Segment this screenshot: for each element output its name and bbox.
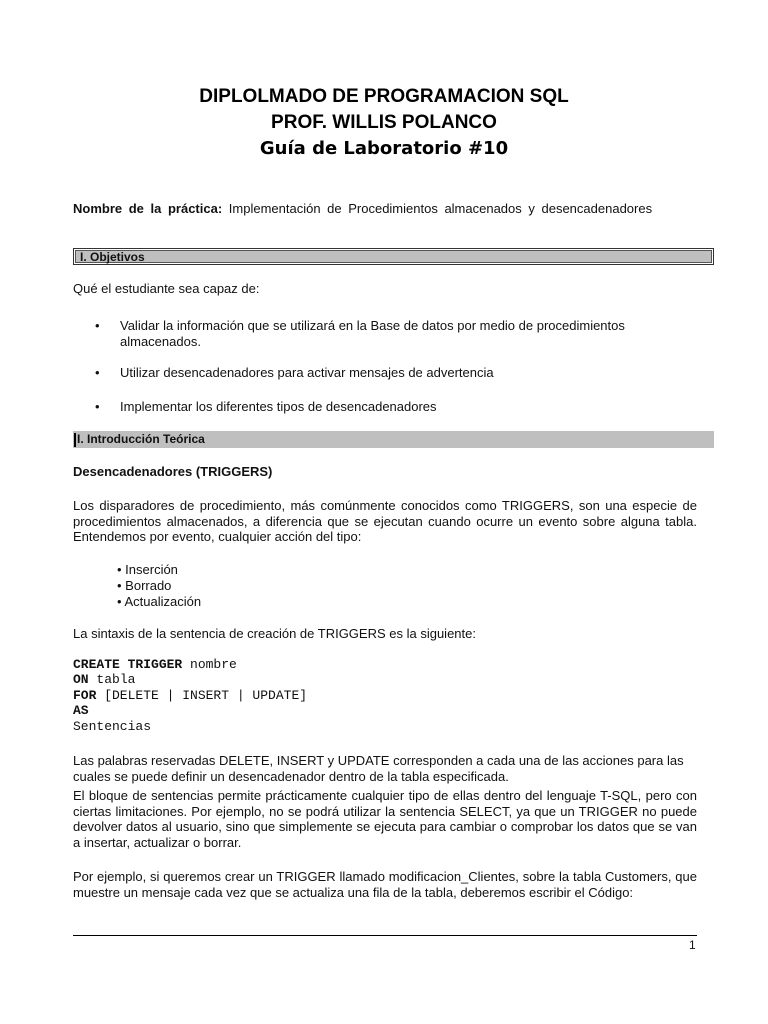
code-line: Sentencias [73,718,152,734]
triggers-paragraph-3: El bloque de sentencias permite prácticamente cualquier tipo de ellas dentro del lenguaje T-SQL, pero con ciertas limitaciones. Por ejemplo, no se podrá utilizar la sentencia SELECT, ya que un TRIGGER no puede devolver datos al usuario, sino que simplemente se ejecuta para cambiar o comprobar los datos que se van a insertar, actualizar o borrar. [73,788,697,850]
practice-value: Implementación de Procedimientos almacenados y desencadenadores [228,201,653,216]
practice-label: Nombre de la práctica: [73,201,223,216]
bullet-icon: • [95,365,100,380]
document-page: DIPLOLMADO DE PROGRAMACION SQL PROF. WILLIS POLANCO Guía de Laboratorio #10 Nombre de la práctica: Implementación de Procedimientos almacenados y desencadenadores I. Objetivos Qué el estudiante sea capaz de: • Validar la información que se utilizará en la Base de datos por medio de procedimientos almacenados. • Utilizar desencadenadores para activar mensajes de advertencia • Implementar los diferentes tipos de desencadenadores I. Introducción Teórica Desencadenadores (TRIGGERS) Los disparadores de procedimiento, más comúnmente conocidos como TRIGGERS, son una especie de procedimientos almacenados, a diferencia que se ejecutan cuando ocurre un evento sobre alguna tabla. Entendemos por evento, cualquier acción del tipo: • Inserción • Borrado • Actualización La sintaxis de la sentencia de creación de TRIGGERS es la siguiente: CREATE TRIGGER nombre ON tabla FOR [DELETE | INSERT | UPDATE] AS Sentencias Las palabras reservadas DELETE, INSERT y UPDATE corresponden a cada una de las acciones para las cuales se puede definir un desencadenador dentro de la tabla especificada. El bloque de sentencias permite prácticamente cualquier tipo de ellas dentro del lenguaje T-SQL, pero con ciertas limitaciones. Por ejemplo, no se podrá utilizar la sentencia SELECT, ya que un TRIGGER no puede devolver datos al usuario, sino que simplemente se ejecuta para cambiar o comprobar los datos que se van a insertar, actualizar o borrar. Por ejemplo, si queremos crear un TRIGGER llamado modificacion_Clientes, sobre la tabla Customers, que muestre un mensaje cada vez que se actualiza una fila de la tabla, deberemos escribir el Código: 1 [0,0,768,1024]
triggers-paragraph-4: Por ejemplo, si queremos crear un TRIGGER llamado modificacion_Clientes, sobre la tabla Customers, que muestre un mensaje cada vez que se actualiza una fila de la tabla, deberemos escribir el Código: [73,869,697,900]
course-title: DIPLOLMADO DE PROGRAMACION SQL [199,86,569,107]
lab-guide-title: Guía de Laboratorio #10 [259,138,509,159]
bullet-icon: • [95,399,100,414]
triggers-paragraph-2: Las palabras reservadas DELETE, INSERT y UPDATE corresponden a cada una de las acciones para las cuales se puede definir un desencadenador dentro de la tabla especificada. [73,753,684,784]
professor-name: PROF. WILLIS POLANCO [271,112,497,133]
bullet-icon: • [95,318,100,333]
code-block [73,657,307,734]
code-line: ON tabla [73,672,136,688]
list-item: • Borrado [117,578,172,593]
syntax-intro: La sintaxis de la sentencia de creación de TRIGGERS es la siguiente: [73,626,476,641]
code-line: AS [73,703,89,719]
section-intro-heading: I. Introducción Teórica [73,431,714,448]
triggers-subheading: Desencadenadores (TRIGGERS) [73,464,273,479]
footer-divider [73,935,697,936]
section-objectives-heading: I. Objetivos [73,248,714,265]
events-list [117,562,201,610]
text-cursor-icon [74,433,76,447]
practice-name [73,201,652,216]
list-item: • Actualización [117,594,202,609]
triggers-paragraph-1: Los disparadores de procedimiento, más comúnmente conocidos como TRIGGERS, son una especie de procedimientos almacenados, a diferencia que se ejecutan cuando ocurre un evento sobre alguna tabla. Entendemos por evento, cualquier acción del tipo: [73,498,697,544]
list-item: • Inserción [117,562,178,577]
page-number: 1 [689,938,696,952]
document-header [0,84,768,162]
code-line: FOR [DELETE | INSERT | UPDATE] [73,687,308,703]
code-line: CREATE TRIGGER nombre [73,657,237,672]
objectives-intro: Qué el estudiante sea capaz de: [73,281,260,296]
